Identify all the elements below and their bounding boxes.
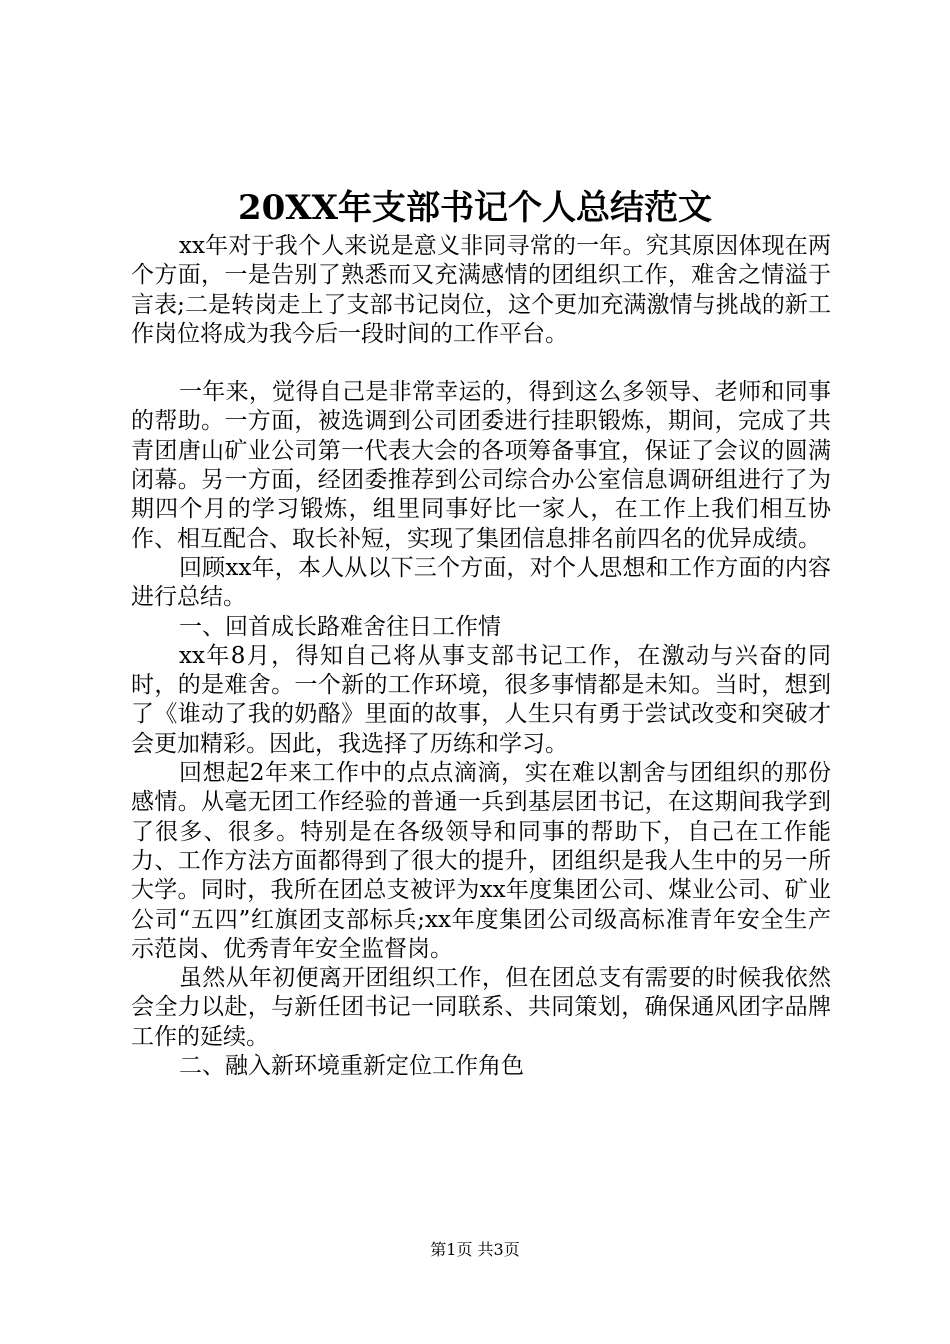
page-indicator: 第1页 共3页 [430, 1240, 520, 1259]
document-title: 20XX年支部书记个人总结范文 [237, 188, 713, 228]
paragraph-new-role: xx年8月，得知自己将从事支部书记工作，在激动与兴奋的同时，的是难舍。一个新的工作环境，很多事情都是未知。当时，想到了《谁动了我的奶酪》里面的故事，人生只有勇于尝试改变和突破才会更加精彩。因此，我选择了历练和学习。 [131, 642, 831, 757]
document-body [131, 232, 831, 1081]
paragraph-continuation: 虽然从年初便离开团组织工作，但在团总支有需要的时候我依然会全力以赴，与新任团书记一同联系、共同策划，确保通风团字品牌工作的延续。 [131, 965, 831, 1050]
paragraph-recollection: 回想起2年来工作中的点点滴滴，实在难以割舍与团组织的那份感情。从毫无团工作经验的普通一兵到基层团书记，在这期间我学到了很多、很多。特别是在各级领导和同事的帮助下，自己在工作能力、工作方法方面都得到了很大的提升，团组织是我人生中的另一所大学。同时，我所在团总支被评为xx年度集团公司、煤业公司、矿业公司“五四”红旗团支部标兵;xx年度集团公司级高标准青年安全生产示范岗、优秀青年安全监督岗。 [131, 760, 831, 962]
paragraph-year-review: 一年来，觉得自己是非常幸运的，得到这么多领导、老师和同事的帮助。一方面，被选调到公司团委进行挂职锻炼，期间，完成了共青团唐山矿业公司第一代表大会的各项筹备事宜，保证了会议的圆满闭幕。另一方面，经团委推荐到公司综合办公室信息调研组进行了为期四个月的学习锻炼，组里同事好比一家人，在工作上我们相互协作、相互配合、取长补短，实现了集团信息排名前四名的优异成绩。 [131, 379, 831, 552]
paragraph-intro: xx年对于我个人来说是意义非同寻常的一年。究其原因体现在两个方面，一是告别了熟悉而又充满感情的团组织工作，难舍之情溢于言表;二是转岗走上了支部书记岗位，这个更加充满激情与挑战的新工作岗位将成为我今后一段时间的工作平台。 [131, 233, 831, 347]
section-heading-2: 二、融入新环境重新定位工作角色 [179, 1053, 524, 1080]
section-heading-1: 一、回首成长路难舍往日工作情 [179, 613, 501, 640]
paragraph-summary-outline: 回顾xx年，本人从以下三个方面，对个人思想和工作方面的内容进行总结。 [131, 554, 831, 611]
